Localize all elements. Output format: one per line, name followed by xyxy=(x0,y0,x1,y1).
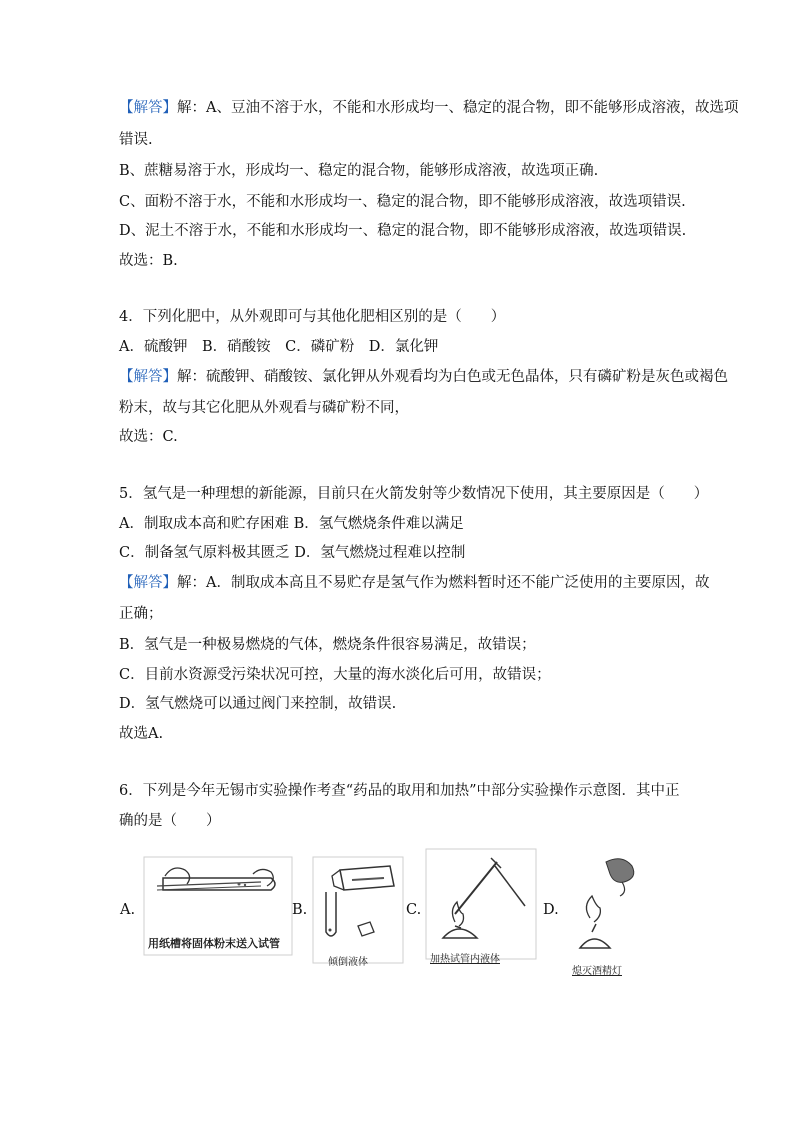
q5-answer-line-1 xyxy=(119,573,709,593)
q4-conclusion: 故选：C. xyxy=(119,429,178,445)
q4-stem: 4．下列化肥中，从外观即可与其他化肥相区别的是（ ） xyxy=(119,309,506,325)
q4-answer-line-2: 粉末，故与其它化肥从外观看与磷矿粉不同， xyxy=(119,400,409,416)
figure-b-caption: 倾倒液体 xyxy=(328,957,368,968)
answer-tag: 【解答】 xyxy=(119,575,177,591)
q4-options: A．硫酸钾 B．硝酸铵 C．磷矿粉 D．氯化钾 xyxy=(119,339,439,355)
figure-c-caption: 加热试管内液体 xyxy=(430,954,500,965)
q5-options-2: C．制备氢气原料极其匮乏 D．氢气燃烧过程难以控制 xyxy=(119,545,466,561)
figure-c-letter: C. xyxy=(406,902,422,918)
q5-conclusion: 故选A. xyxy=(119,726,164,742)
q3-answer-line-5: D、泥土不溶于水，不能和水形成均一、稳定的混合物，即不能够形成溶液，故选项错误. xyxy=(119,223,687,239)
q5-answer-line-3: B．氢气是一种极易燃烧的气体，燃烧条件很容易满足，故错误； xyxy=(119,637,536,653)
q6-stem-1: 6．下列是今年无锡市实验操作考查“药品的取用和加热”中部分实验操作示意图．其中正 xyxy=(119,783,680,799)
figure-d-letter: D. xyxy=(543,902,559,918)
figure-d-caption: 熄灭酒精灯 xyxy=(572,966,622,977)
q3-answer-line-4: C、面粉不溶于水，不能和水形成均一、稳定的混合物，即不能够形成溶液，故选项错误. xyxy=(119,194,686,210)
q3-answer-line-3: B、蔗糖易溶于水，形成均一、稳定的混合物，能够形成溶液，故选项正确. xyxy=(119,163,599,179)
answer-tag: 【解答】 xyxy=(119,369,177,385)
figure-a-caption: 用纸槽将固体粉末送入试管 xyxy=(148,937,280,950)
figure-b-image xyxy=(312,856,404,964)
q5-answer-line-2: 正确； xyxy=(119,606,163,622)
q4-answer-text-1: 解：硫酸钾、硝酸铵、氯化钾从外观看均为白色或无色晶体，只有磷矿粉是灰色或褐色 xyxy=(177,369,728,385)
q3-answer-line-2: 错误. xyxy=(119,132,153,148)
q5-answer-text-1: 解：A．制取成本高且不易贮存是氢气作为燃料暂时还不能广泛使用的主要原因，故 xyxy=(177,575,710,591)
q3-answer-text-1: 解：A、豆油不溶于水，不能和水形成均一、稳定的混合物，即不能够形成溶液，故选项 xyxy=(177,100,739,116)
answer-tag: 【解答】 xyxy=(119,100,177,116)
q5-options-1: A．制取成本高和贮存困难 B．氢气燃烧条件难以满足 xyxy=(119,516,464,532)
figure-c-image xyxy=(425,848,537,960)
figure-d-image xyxy=(566,852,646,962)
figure-a-letter: A. xyxy=(120,902,136,918)
figure-b-letter: B. xyxy=(292,902,308,918)
q3-answer-line-1 xyxy=(119,98,738,118)
q3-conclusion: 故选：B. xyxy=(119,253,178,269)
q4-answer-line-1 xyxy=(119,367,728,387)
q5-answer-line-4: C．目前水资源受污染状况可控，大量的海水淡化后可用，故错误； xyxy=(119,667,551,683)
q5-answer-line-5: D．氢气燃烧可以通过阀门来控制，故错误. xyxy=(119,696,397,712)
q5-stem: 5．氢气是一种理想的新能源，目前只在火箭发射等少数情况下使用，其主要原因是（ ） xyxy=(119,486,709,502)
q6-stem-2: 确的是（ ） xyxy=(119,813,221,829)
